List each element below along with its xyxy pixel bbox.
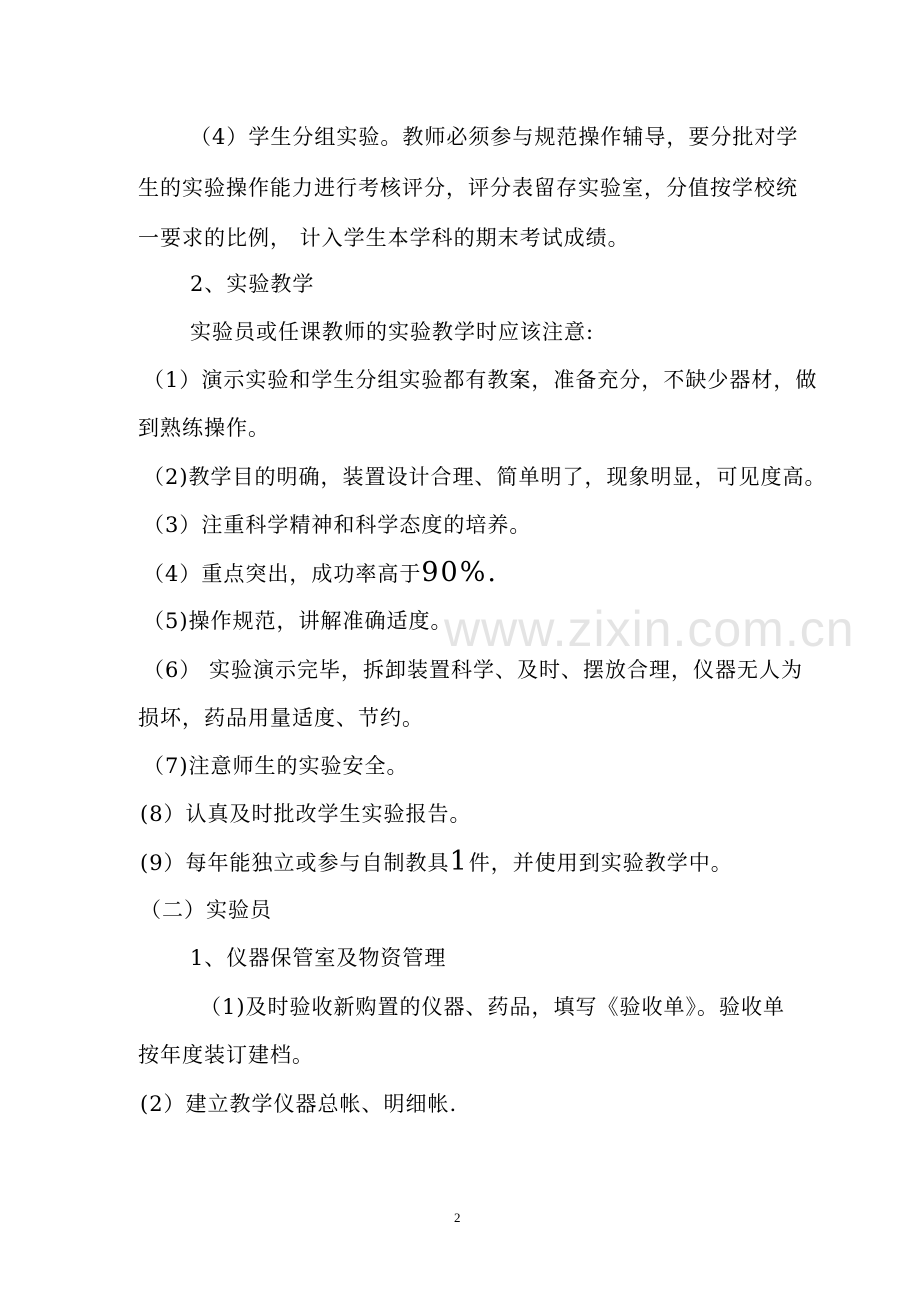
section-heading: 1、仪器保管室及物资管理 xyxy=(190,946,447,970)
list-item: （3）注重科学精神和科学态度的培养。 xyxy=(143,513,532,537)
page-number: 2 xyxy=(454,1210,461,1225)
teaching-aid-count: 1 xyxy=(449,846,469,877)
list-item-text: (9）每年能独立或参与自制教具 xyxy=(140,851,450,875)
watermark: www.zixin.com.cn xyxy=(444,601,855,657)
section-heading: 2、实验教学 xyxy=(190,272,315,296)
success-rate: 90%. xyxy=(421,557,498,588)
section-heading: （二）实验员 xyxy=(140,898,272,922)
list-item: (8）认真及时批改学生实验报告。 xyxy=(140,802,472,826)
list-item-text: （4）重点突出，成功率高于 xyxy=(143,562,422,586)
list-item xyxy=(143,559,498,588)
list-item: （6） 实验演示完毕，拆卸装置科学、及时、摆放合理，仪器无人为 xyxy=(143,658,804,682)
paragraph-line: 损坏，药品用量适度、节约。 xyxy=(138,706,424,730)
list-item: （1）演示实验和学生分组实验都有教案，准备充分，不缺少器材，做 xyxy=(143,368,818,392)
list-item xyxy=(140,848,733,877)
list-item: （2)教学目的明确，装置设计合理、简单明了，现象明显，可见度高。 xyxy=(143,465,827,489)
list-item: （1)及时验收新购置的仪器、药品，填写《验收单》。验收单 xyxy=(200,995,786,1019)
list-item: （5)操作规范，讲解准确适度。 xyxy=(143,609,453,633)
paragraph-line: 到熟练操作。 xyxy=(138,416,270,440)
paragraph-line: （4）学生分组实验。教师必须参与规范操作辅导，要分批对学 xyxy=(190,125,799,149)
paragraph-line: 实验员或任课教师的实验教学时应该注意: xyxy=(190,320,595,344)
list-item: (2）建立教学仪器总帐、明细帐. xyxy=(140,1092,458,1116)
list-item-text: 件，并使用到实验教学中。 xyxy=(468,851,733,875)
paragraph-line: 一要求的比例， 计入学生本学科的期末考试成绩。 xyxy=(138,226,630,250)
list-item: （7)注意师生的实验安全。 xyxy=(143,754,409,778)
paragraph-line: 按年度装订建档。 xyxy=(138,1043,314,1067)
paragraph-line: 生的实验操作能力进行考核评分，评分表留存实验室，分值按学校统 xyxy=(138,176,798,200)
